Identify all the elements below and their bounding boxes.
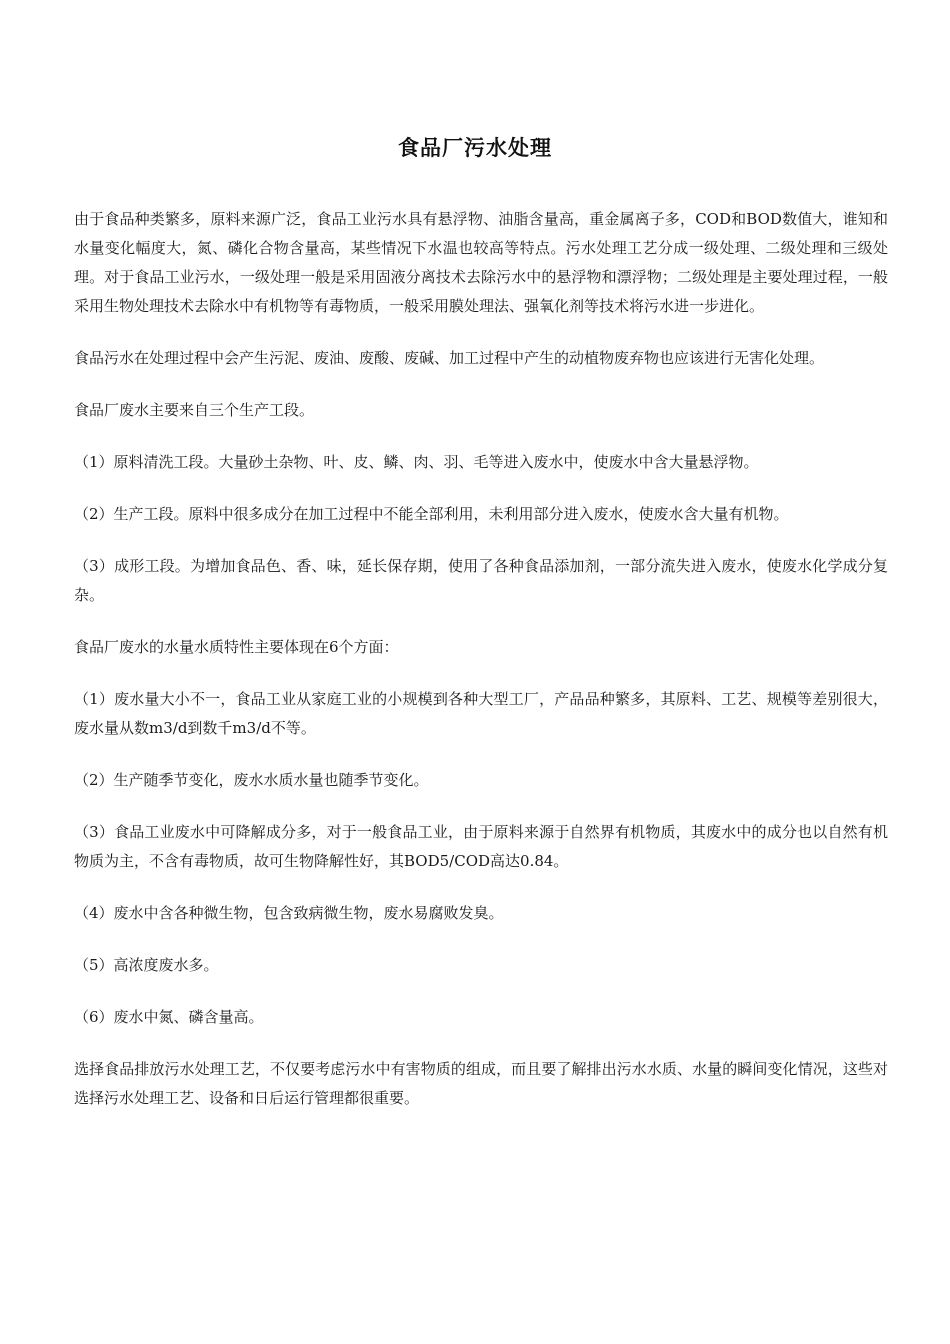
list-item-characteristic-1: （1）废水量大小不一，食品工业从家庭工业的小规模到各种大型工厂，产品品种繁多，其原料、工艺、规模等差别很大，废水量从数m3/d到数千m3/d不等。 <box>74 690 888 737</box>
paragraph-conclusion: 选择食品排放污水处理工艺，不仅要考虑污水中有害物质的组成，而且要了解排出污水水质、水量的瞬间变化情况，这些对选择污水处理工艺、设备和日后运行管理都很重要。 <box>74 1060 888 1107</box>
paragraph-characteristics-heading: 食品厂废水的水量水质特性主要体现在6个方面： <box>74 638 399 656</box>
list-item-characteristic-4: （4）废水中含各种微生物，包含致病微生物，废水易腐败发臭。 <box>74 904 504 922</box>
paragraph-sources-heading: 食品厂废水主要来自三个生产工段。 <box>74 401 315 419</box>
list-item-source-3: （3）成形工段。为增加食品色、香、味，延长保存期，使用了各种食品添加剂，一部分流失进入废水，使废水化学成分复杂。 <box>74 557 888 604</box>
list-item-characteristic-5: （5）高浓度废水多。 <box>74 956 219 974</box>
document-body <box>74 205 888 1136</box>
list-item-source-2: （2）生产工段。原料中很多成分在加工过程中不能全部利用，未利用部分进入废水，使废水含大量有机物。 <box>74 505 789 523</box>
document-title: 食品厂污水处理 <box>398 135 552 160</box>
list-item-characteristic-6: （6）废水中氮、磷含量高。 <box>74 1008 264 1026</box>
list-item-source-1: （1）原料清洗工段。大量砂土杂物、叶、皮、鳞、肉、羽、毛等进入废水中，使废水中含大量悬浮物。 <box>74 453 759 471</box>
paragraph-sludge: 食品污水在处理过程中会产生污泥、废油、废酸、废碱、加工过程中产生的动植物废弃物也应该进行无害化处理。 <box>74 349 825 367</box>
list-item-characteristic-2: （2）生产随季节变化，废水水质水量也随季节变化。 <box>74 771 429 789</box>
list-item-characteristic-3: （3）食品工业废水中可降解成分多，对于一般食品工业，由于原料来源于自然界有机物质，其废水中的成分也以自然有机物质为主，不含有毒物质，故可生物降解性好，其BOD5/COD高达0.84。 <box>74 823 888 870</box>
paragraph-intro: 由于食品种类繁多，原料来源广泛，食品工业污水具有悬浮物、油脂含量高，重金属离子多，COD和BOD数值大，谁知和水量变化幅度大，氮、磷化合物含量高，某些情况下水温也较高等特点。污水处理工艺分成一级处理、二级处理和三级处理。对于食品工业污水，一级处理一般是采用固液分离技术去除污水中的悬浮物和漂浮物；二级处理是主要处理过程，一般采用生物处理技术去除水中有机物等有毒物质，一般采用膜处理法、强氧化剂等技术将污水进一步进化。 <box>74 210 888 315</box>
